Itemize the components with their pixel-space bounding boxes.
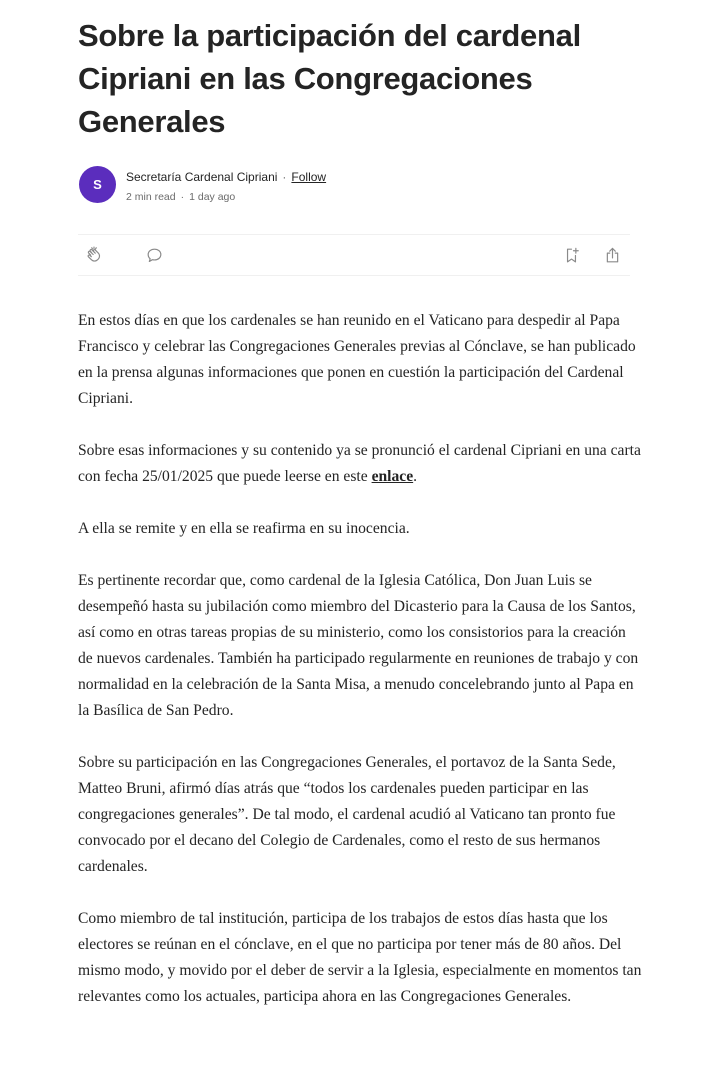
separator-dot: · [180, 191, 185, 203]
author-byline [79, 164, 639, 206]
article-meta [126, 191, 235, 203]
letter-link[interactable]: enlace [371, 468, 414, 485]
bookmark-add-icon[interactable] [559, 243, 583, 267]
author-name-row [126, 170, 326, 184]
paragraph: A ella se remite y en ella se reafirma en su inocencia. [78, 520, 410, 537]
article-action-bar [78, 234, 630, 276]
paragraph: Es pertinente recordar que, como cardenal de la Iglesia Católica, Don Juan Luis se desempeñó hasta su jubilación como miembro del Dicasterio para la Causa de los Santos, así como en otras tareas propias de su ministerio, como los consistorios para la creación de nuevos cardenales. También ha participado regularmente en reuniones de trabajo y con normalidad en la celebración de la Santa Misa, a menudo concelebrando junto al Papa en la Basílica de San Pedro. [78, 572, 639, 719]
article-body [78, 308, 643, 1036]
author-avatar[interactable]: S [79, 166, 116, 203]
paragraph: Como miembro de tal institución, participa de los trabajos de estos días hasta que los electores se reúnan en el cónclave, en el que no participa por tener más de 80 años. Del mismo modo, y movido por el deber de servir a la Iglesia, especialmente en momentos tan relevantes como los actuales, participa ahora en las Congregaciones Generales. [78, 910, 642, 1005]
paragraph: En estos días en que los cardenales se han reunido en el Vaticano para despedir al Papa Francisco y celebrar las Congregaciones Generales previas al Cónclave, se han publicado en la prensa algunas informaciones que ponen en cuestión la participación del Cardenal Cipriani. [78, 312, 636, 407]
clap-icon[interactable] [82, 243, 106, 267]
paragraph: Sobre su participación en las Congregaciones Generales, el portavoz de la Santa Sede, Matteo Bruni, afirmó días atrás que “todos los cardenales pueden participar en las congregaciones generales”. De tal modo, el cardenal acudió al Vaticano tan pronto fue convocado por el decano del Colegio de Cardenales, como el resto de sus hermanos cardenales. [78, 754, 616, 875]
article-title: Sobre la participación del cardenal Cipriani en las Congregaciones Generales [78, 18, 581, 139]
paragraph-text: Sobre esas informaciones y su contenido ya se pronunció el cardenal Cipriani en una carta con fecha 25/01/2025 que puede leerse en este [78, 442, 641, 485]
follow-button[interactable]: Follow [291, 170, 327, 184]
comment-icon[interactable] [142, 243, 166, 267]
author-name[interactable]: Secretaría Cardenal Cipriani [126, 170, 278, 184]
separator-dot: · [282, 170, 287, 184]
paragraph-end: . [413, 468, 418, 485]
publish-date: 1 day ago [189, 191, 236, 203]
share-icon[interactable] [600, 243, 624, 267]
read-time: 2 min read [126, 191, 176, 203]
paragraph [78, 438, 643, 490]
